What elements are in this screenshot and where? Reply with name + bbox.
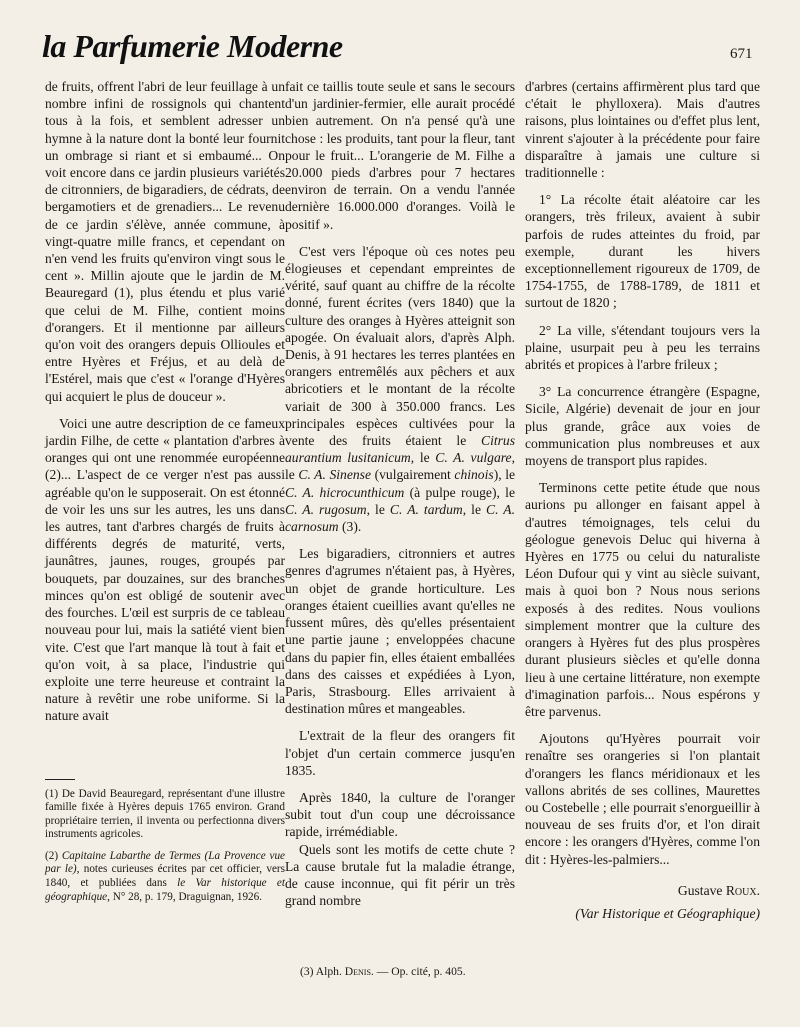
species-6: C. A. tardum	[389, 501, 463, 517]
footnote-2-title: Capitaine Labarthe de Termes (La Provence vue par le)	[45, 849, 285, 876]
col3-paragraph-5: Terminons cette petite étude que nous aurions pu allonger en faisant appel à d'autres témoignages, tels celui du géologue genevois Deluc qui hiverna à Hyères en 1775 ou celui du naturaliste Léon Dufour qui y vint au siècle suivant, mais à quoi bon ? Nous nous serions exposés à des redites. Nous voulions simplement montrer que la culture des orangers à Hyères fut des plus prospères durant plusieurs siècles et qu'elle donna lieu à une certaine littérature, non exempte d'imagination parfois... Nous espérons y être parvenus.	[525, 480, 760, 719]
author-first-name: Gustave	[677, 882, 726, 898]
species-2: C. A. vulgare	[435, 450, 512, 466]
col2-p2-text-g: , le	[366, 501, 390, 517]
col3-paragraph-6: Ajoutons qu'Hyères pourrait voir renaître ses orangeries si l'on plantait d'orangers les flancs méridionaux et les vallons abrités de ses collines, Maurettes ou Costebelle ; elle pourrait s'enorgueillir à nouveau de ses fruits d'or, et l'on dirait encore : les orangers d'Hyères, comme l'on dit : Hyères-les-palmiers...	[525, 731, 760, 867]
masthead-logo: la Parfumerie Moderne	[42, 28, 343, 64]
col2-p2-text-d: (vulgairement	[371, 467, 455, 483]
col3-item-3: 3° La concurrence étrangère (Espagne, Sicile, Algérie) devenait de jour en jour plus grande, grâce aux voies de communication plus nombreuses et aux moyens de transport plus rapides.	[525, 384, 760, 469]
footnote-2-text: , notes curieuses écrites par cet officier, vers 1840, et publiées dans	[45, 863, 285, 890]
footnote-rule	[45, 779, 75, 780]
col1-paragraph-1: de fruits, offrent l'abri de leur feuillage à un nombre infini de rossignols qui chantent tous à la fois, et semblent adresser un hymne à la nature dont la bonté leur fournit un ombrage si riant et si embaumé... On voit encore dans ce jardin plusieurs variétés de citronniers, de bigaradiers, de cédrats, de bergamotiers et de grenadiers... Le revenu de ce jardin s'élève, année commune, à vingt-quatre mille francs, et cependant on n'en vend les fruits qu'environ vingt sous le cent ». Millin ajoute que le jardin de M. Beauregard (1), plus étendu et plus varié que celui de M. Filhe, contient moins d'orangers. Et il mentionne par ailleurs qu'on voit des orangers depuis Ollioules et entre Hyères et Fréjus, et au delà de l'Estérel, mais que c'est « l'orange d'Hyères qui acquiert le plus de douceur ».	[45, 79, 285, 404]
col2-paragraph-4: L'extrait de la fleur des orangers fit l'objet d'un certain commerce jusqu'en 1835.	[285, 728, 515, 778]
footnote-2-publication: le Var historique et géographique	[45, 877, 285, 903]
footnote-3-ref: . — Op. cité, p. 405.	[370, 965, 466, 978]
footnote-3-text: (3) Alph.	[300, 965, 345, 978]
col2-paragraph-1: fait ce taillis toute seule et sans le secours d'un jardinier-fermier, elle aurait procédé bien autrement. On n'a pensé qu'à une chose : les produits, tant pour la fleur, tant pour le fruit... L'orangerie de M. Filhe a 20.000 pieds d'arbres pour 7 hectares environ de terrain. On a vendu l'année dernière 16.000.000 d'oranges. Voilà le positif ».	[285, 79, 515, 232]
col2-paragraph-3: Les bigaradiers, citronniers et autres genres d'agrumes n'étaient pas, à Hyères, un objet de grande horticulture. Les oranges étaient cueillies avant qu'elles ne fussent mûres, dès qu'elles présentaient une partie jaune ; enveloppées chacune dans du papier fin, elles étaient emballées dans des caisses et expédiées à Lyon, Paris, Strasbourg. Elles arrivaient à destination mûres et mangeables.	[285, 546, 515, 717]
species-1: Citrus aurantium lusitanicum	[285, 433, 515, 466]
col3-paragraph-1: d'arbres (certains affirmèrent plus tard que c'était le phylloxera). Mais d'autres raisons, plus lointaines ou d'effet plus lent, vinrent s'ajouter à la précédente pour faire disparaître à jamais une culture si traditionnelle :	[525, 79, 760, 181]
col2-p2-text-i: (3).	[338, 519, 362, 535]
page-number: 671	[730, 46, 753, 62]
col2-p2-text-b: , le	[410, 450, 436, 466]
col2-paragraph-2	[285, 243, 515, 535]
footnote-2-num: (2)	[45, 849, 62, 862]
footnote-3	[300, 965, 466, 978]
col3-item-2: 2° La ville, s'étendant toujours vers la plaine, usurpait peu à peu les terrains abrités et propices à l'arbre frileux ;	[525, 322, 760, 373]
species-7: C. A. carnosum	[285, 501, 515, 535]
column-3	[525, 78, 760, 922]
column-1	[45, 78, 285, 904]
footnote-2-ref: , N° 28, p. 179, Draguignan, 1926.	[107, 890, 263, 903]
author-last-name: Roux.	[725, 882, 760, 898]
footnote-1: (1) De David Beauregard, représentant d'une illustre famille fixée à Hyères depuis 1765 environ. Grand propriétaire terrien, il inventa ou perfectionna divers instruments agricoles.	[45, 787, 285, 841]
col2-p2-text-h: , le	[462, 501, 487, 517]
col1-paragraph-2: Voici une autre description de ce fameux jardin Filhe, de cette « plantation d'arbres à oranges qui ont une renommée européenne (2)... L'aspect de ce verger n'est pas aussi agréable qu'on le supposerait. On est étonné de voir les uns sur les autres, les uns dans les autres, tant d'arbres chargés de fruits à différents degrés de maturité, verts, jaunâtres, jaunes, rouges, groupés par bouquets, par douzaines, sur des branches minces qu'on est obligé de soutenir avec des fourches. L'œil est surpris de ce tableau nouveau pour lui, mais la satiété vient bien vite. C'est que l'art manque là tout à fait et qu'on voit, à sa place, l'industrie qui exploite une terre heureuse et contraint la nature à revêtir une robe uniforme. Si la nature avait	[45, 415, 285, 724]
column-2	[285, 78, 515, 909]
footnote-2	[45, 850, 285, 904]
author-signature	[525, 882, 760, 899]
species-3: C. A. Sinense	[298, 467, 371, 483]
col3-item-1: 1° La récolte était aléatoire car les orangers, très frileux, avaient à subir parfois de rudes atteintes du froid, par exemple, durant les hivers exceptionnellement rigoureux de 1709, de 1754-1755, de 1788-1789, de 1811 et surtout de 1820 ;	[525, 192, 760, 311]
col2-paragraph-6: Quels sont les motifs de cette chute ? La cause brutale fut la maladie étrange, de cause inconnue, qui fit périr un très grand nombre	[285, 841, 515, 909]
footnote-3-author: Denis	[344, 965, 371, 978]
col2-paragraph-5: Après 1840, la culture de l'oranger subit tout d'un coup une décroissance rapide, irrémédiable.	[285, 789, 515, 840]
col2-p2-text-a: C'est vers l'époque où ces notes peu élogieuses et cependant empreintes de vérité, sauf quant au chiffre de la récolte donné, furent écrites (vers 1840) que la culture des oranges à Hyères atteignit son apogée. On évaluait alors, d'après Alph. Denis, à 91 hectares les terres plantées en orangers entremêlés aux pêchers et aux abricotiers et le montant de la récolte variait de 300 à 350.000 francs. Les principales espèces cultivées pour la vente des fruits étaient le	[285, 243, 515, 449]
species-5: C. A. rugosum	[285, 501, 367, 517]
col2-p2-text-c: , le	[285, 450, 515, 483]
species-4: C. A. hicrocunthicum	[285, 484, 405, 500]
source-citation: (Var Historique et Géographique)	[575, 905, 760, 921]
col2-p2-text-e: ), le	[493, 467, 515, 483]
species-common-name: chinois	[454, 467, 494, 483]
col2-p2-text-f: (à pulpe rouge), le	[404, 484, 515, 500]
